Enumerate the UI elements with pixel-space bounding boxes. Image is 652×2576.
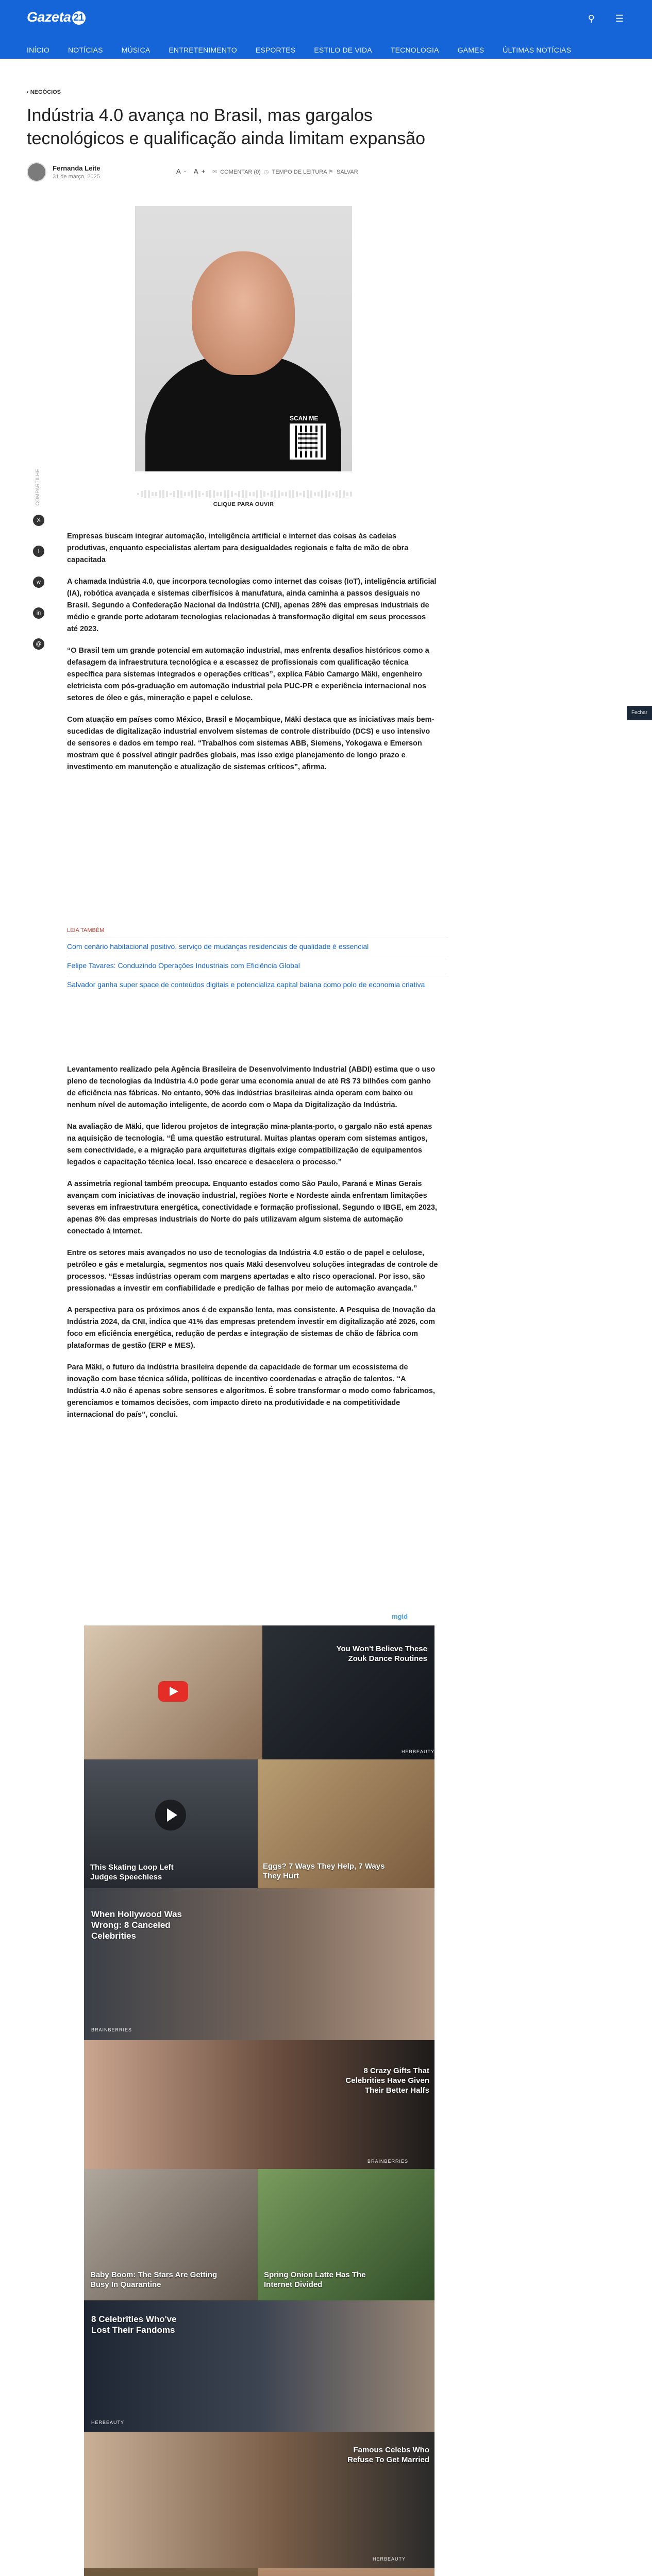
- ad-tile[interactable]: [84, 2169, 258, 2300]
- waveform-bar: [180, 490, 182, 498]
- waveform-bar: [296, 492, 298, 497]
- author-avatar[interactable]: [27, 162, 46, 182]
- article-paragraph: Na avaliação de Mäki, que liderou projetos de integração mina-planta-porto, o gargalo não está apenas na aquisição de tecnologia. “É uma questão estrutural. Muitas plantas operam com sistemas antigos, sem conectividade, e a migração para arquiteturas digitais exige compatibilização de equipamentos legados e capacitação técnica local. Isso encarece e desacelera o processo.”: [67, 1123, 432, 1166]
- author-name[interactable]: Fernanda Leite: [53, 164, 101, 172]
- waveform-bar: [195, 490, 197, 498]
- waveform-bar: [307, 490, 309, 498]
- x-share-icon[interactable]: X: [33, 515, 44, 526]
- waveform-bar: [281, 492, 283, 496]
- waveform-bar: [271, 491, 273, 497]
- waveform-bar: [159, 490, 161, 498]
- linkedin-share-icon[interactable]: in: [33, 607, 44, 619]
- audio-play-label[interactable]: CLIQUE PARA OUVIR: [213, 501, 274, 507]
- bookmark-icon: ⚑: [328, 169, 333, 175]
- waveform-bar: [260, 490, 262, 498]
- search-icon[interactable]: ⚲: [588, 13, 595, 24]
- ad-caption: This Skating Loop Left Judges Speechless: [90, 1863, 174, 1882]
- article-paragraph: Para Mäki, o futuro da indústria brasileira depende da capacidade de formar um ecossistema de inovação com base técnica sólida, políticas de incentivo coordenadas e atração de talentos. “A Indústria 4.0 não é apenas sobre sensores e algoritmos. É sobre transformar o modo como fabricamos, gerenciamos e tomamos decisões, com impacto direto na produtividade e na competitividade internacional do país”, conclui.: [67, 1363, 435, 1419]
- ad-caption: Famous Celebs Who Refuse To Get Married: [347, 2446, 429, 2464]
- article-paragraph: A assimetria regional também preocupa. Enquanto estados como São Paulo, Paraná e Minas Gerais avançam com iniciativas de inovação industrial, regiões Norte e Nordeste ainda enfrentam limitações severas em infraestrutura energética, conectividade e formação profissional. Segundo o IBGE, em 2023, apenas 8% das empresas industriais do Norte do país utilizavam algum sistema de automação conectado à internet.: [67, 1180, 438, 1235]
- ad-source: BRAINBERRIES: [367, 2159, 409, 2164]
- waveform-bar: [253, 492, 255, 497]
- related-link[interactable]: Salvador ganha super space de conteúdos digitais e potencializa capital baiana como polo de economia criativa: [67, 976, 448, 995]
- site-logo[interactable]: Gazeta 21: [27, 9, 86, 25]
- nav-item-entretenimento[interactable]: ENTRETENIMENTO: [169, 46, 237, 54]
- article-paragraph: Levantamento realizado pela Agência Brasileira de Desenvolvimento Industrial (ABDI) estima que o uso pleno de tecnologias da Indústria 4.0 pode gerar uma economia anual de até R$ 73 bilhões com ganho de eficiência nas fábricas. No entanto, 90% das indústrias brasileiras ainda operam com baixo ou nenhum nível de automação inteligente, de acordo com o Mapa da Digitalização da Indústria.: [67, 1065, 436, 1109]
- related-links: [67, 927, 448, 995]
- share-label: COMPARTILHE: [35, 469, 41, 506]
- hamburger-menu-icon[interactable]: ☰: [615, 13, 624, 24]
- waveform-bar: [216, 492, 219, 496]
- waveform-bar: [343, 490, 345, 498]
- waveform-bar: [332, 493, 334, 495]
- ad-tile[interactable]: [84, 1888, 434, 2040]
- waveform-bar: [350, 492, 352, 496]
- waveform-bar: [278, 490, 280, 498]
- article-meta: [27, 162, 449, 183]
- waveform-bar: [263, 491, 265, 497]
- hero-image: [135, 206, 352, 471]
- waveform-bar: [209, 490, 211, 498]
- related-header: LEIA TAMBÉM: [67, 927, 105, 934]
- waveform-bar: [238, 491, 240, 497]
- waveform-bar: [346, 493, 348, 496]
- waveform-bar: [188, 492, 190, 496]
- waveform-bar: [249, 492, 251, 496]
- ad-tile[interactable]: [258, 1759, 434, 1888]
- ad-caption: You Won't Believe These Zouk Dance Routines: [336, 1645, 427, 1663]
- video-play-icon: [155, 1800, 186, 1831]
- ad-caption: Eggs? 7 Ways They Help, 7 Ways They Hurt: [263, 1862, 385, 1880]
- qr-scan-label: SCAN ME: [290, 415, 319, 422]
- waveform-bar: [141, 491, 143, 497]
- nav-item-noticias[interactable]: NOTÍCIAS: [68, 46, 103, 54]
- article-paragraph: A chamada Indústria 4.0, que incorpora tecnologias como internet das coisas (IoT), inteligência artificial (IA), robótica avançada e sistemas ciberfísicos à manufatura, ainda caminha a passos desiguais no Brasil. Segundo a Confederação Nacional da Indústria (CNI), apenas 28% das empresas industriais de médio e grande porte adotaram tecnologias relacionadas à transformação digital em seus processos até 2023.: [67, 578, 437, 633]
- audio-waveform-icon: [135, 489, 352, 499]
- waveform-bar: [256, 490, 258, 498]
- article-paragraph: A perspectiva para os próximos anos é de expansão lenta, mas consistente. A Pesquisa de Inovação da Indústria 2024, da CNI, indica que 41% das empresas pretendem investir em digitalização até 2026, com foco em eficiência energética, redução de perdas e integração de sistemas de chão de fábrica com plataformas de gestão (ERP e MES).: [67, 1306, 436, 1350]
- article-lede: Empresas buscam integrar automação, inteligência artificial e internet das coisas às cadeias produtivas, enquanto especialistas alertam para desigualdades regionais e falta de mão de obra capacitada: [67, 532, 409, 564]
- article-body-bottom: [67, 1064, 438, 1431]
- audio-player[interactable]: [135, 489, 352, 510]
- ad-source: HERBEAUTY: [373, 2556, 406, 2562]
- ad-tile[interactable]: [84, 1759, 258, 1888]
- read-time: ◷ TEMPO DE LEITURA: [264, 169, 327, 175]
- main-nav: [0, 41, 652, 59]
- ad-tile[interactable]: [258, 2568, 434, 2576]
- waveform-bar: [310, 490, 312, 498]
- side-close-tab[interactable]: Fechar: [627, 706, 652, 720]
- waveform-bar: [231, 491, 233, 497]
- waveform-bar: [242, 490, 244, 498]
- waveform-bar: [220, 492, 222, 497]
- waveform-bar: [166, 491, 168, 497]
- waveform-bar: [144, 490, 146, 498]
- related-link[interactable]: Felipe Tavares: Conduzindo Operações Industriais com Eficiência Global: [67, 957, 448, 976]
- breadcrumb[interactable]: ‹ NEGÓCIOS: [27, 89, 61, 95]
- ad-caption: 8 Crazy Gifts That Celebrities Have Given Their Better Halfs: [345, 2066, 429, 2095]
- qr-code-icon: [290, 423, 326, 460]
- waveform-bar: [155, 492, 157, 496]
- waveform-bar: [213, 490, 215, 498]
- waveform-bar: [177, 490, 179, 498]
- waveform-bar: [137, 493, 139, 495]
- waveform-bar: [152, 492, 154, 496]
- share-bar: [31, 469, 46, 669]
- nav-item-esportes[interactable]: ESPORTES: [255, 46, 296, 54]
- waveform-bar: [184, 492, 186, 496]
- video-play-icon: [158, 1681, 188, 1702]
- nav-item-estilo-de-vida[interactable]: ESTILO DE VIDA: [314, 46, 372, 54]
- ad-tile[interactable]: [84, 2568, 258, 2576]
- ad-caption: Spring Onion Latte Has The Internet Divided: [264, 2270, 366, 2289]
- waveform-bar: [328, 492, 330, 497]
- article-title: Indústria 4.0 avança no Brasil, mas gargalos tecnológicos e qualificação ainda limitam expansão: [27, 106, 426, 148]
- ad-tile[interactable]: [258, 2169, 434, 2300]
- waveform-bar: [289, 490, 291, 498]
- waveform-bar: [339, 490, 341, 498]
- waveform-bar: [173, 491, 175, 497]
- clock-icon: ◷: [264, 169, 269, 175]
- waveform-bar: [292, 490, 294, 498]
- article-paragraph: “O Brasil tem um grande potencial em automação industrial, mas enfrenta desafios históricos como a defasagem da infraestrutura tecnológica e a escassez de profissionais com qualificação técnica específica para sistemas integrados e operações críticas”, explica Fábio Camargo Mäki, engenheiro eletricista com pós-graduação em automação industrial pela PUC-PR e experiência internacional nos setores de óleo e gás, mineração e papel e celulose.: [67, 647, 429, 702]
- waveform-bar: [227, 490, 229, 498]
- nav-item-games[interactable]: GAMES: [457, 46, 484, 54]
- waveform-bar: [274, 490, 276, 498]
- save-button[interactable]: ⚑ SALVAR: [328, 169, 358, 175]
- facebook-share-icon[interactable]: f: [33, 546, 44, 557]
- waveform-bar: [148, 490, 150, 498]
- waveform-bar: [321, 490, 323, 498]
- ad-source: BRAINBERRIES: [91, 2027, 132, 2032]
- related-link[interactable]: Com cenário habitacional positivo, serviço de mudanças residenciais de qualidade é essencial: [67, 938, 448, 957]
- waveform-bar: [206, 491, 208, 497]
- waveform-bar: [198, 491, 200, 497]
- waveform-bar: [303, 491, 305, 497]
- hero-person-head: [192, 251, 295, 375]
- waveform-bar: [162, 490, 164, 498]
- ad-tile[interactable]: [84, 2300, 434, 2432]
- ad-caption: 8 Celebrities Who've Lost Their Fandoms: [91, 2314, 177, 2335]
- waveform-bar: [317, 492, 320, 496]
- ad-tile[interactable]: [262, 1625, 434, 1759]
- article-paragraph: Com atuação em países como México, Brasil e Moçambique, Mäki destaca que as iniciativas mais bem-sucedidas de digitalização industrial envolvem sistemas de controle distribuído (DCS) e uso intensivo de sensores e dados em tempo real. “Trabalhos com sistemas ABB, Siemens, Yokogawa e Emerson mostram que é possível atingir padrões globais, mas isso exige planejamento de longo prazo e investimento em manutenção e atualização de sistemas críticos”, afirma.: [67, 716, 434, 771]
- comments-link[interactable]: ✉ COMENTAR (0): [212, 169, 261, 175]
- publish-date: 31 de março, 2025: [53, 174, 100, 180]
- waveform-bar: [336, 491, 338, 498]
- nav-item-ultimas-noticias[interactable]: ÚLTIMAS NOTÍCIAS: [503, 46, 572, 54]
- font-size-controls[interactable]: A- A+: [176, 167, 209, 175]
- waveform-bar: [170, 493, 172, 495]
- waveform-bar: [299, 493, 302, 495]
- nav-item-inicio[interactable]: INÍCIO: [27, 46, 49, 54]
- nav-item-musica[interactable]: MÚSICA: [121, 46, 151, 54]
- waveform-bar: [224, 490, 226, 498]
- nav-item-tecnologia[interactable]: TECNOLOGIA: [390, 46, 439, 54]
- ad-tile[interactable]: [84, 2040, 434, 2169]
- ad-source: HERBEAUTY: [91, 2420, 125, 2425]
- email-share-icon[interactable]: @: [33, 638, 44, 650]
- ad-caption: When Hollywood Was Wrong: 8 Canceled Celebrities: [91, 1909, 182, 1941]
- waveform-bar: [235, 493, 237, 496]
- whatsapp-share-icon[interactable]: w: [33, 577, 44, 588]
- article-body-top: [67, 531, 438, 783]
- waveform-bar: [202, 493, 204, 495]
- waveform-bar: [325, 490, 327, 498]
- waveform-bar: [245, 490, 247, 498]
- article-paragraph: Entre os setores mais avançados no uso de tecnologias da Indústria 4.0 estão o de papel e celulose, petróleo e gás e metalurgia, segmentos nos quais Mäki desenvolveu soluções integradas de controle de processos. “Essas indústrias operam com margens apertadas e alto risco operacional. Por isso, são pressionadas a investir em confiabilidade e predição de falhas por meio de automação avançada.”: [67, 1249, 438, 1293]
- waveform-bar: [191, 490, 193, 498]
- waveform-bar: [267, 493, 269, 496]
- waveform-bar: [314, 492, 316, 496]
- top-header: [0, 0, 652, 59]
- waveform-bar: [285, 492, 287, 497]
- ad-network-logo[interactable]: mgid: [392, 1613, 408, 1620]
- ad-source: HERBEAUTY: [402, 1749, 434, 1754]
- comment-icon: ✉: [212, 169, 218, 175]
- ad-tile[interactable]: [84, 2432, 434, 2568]
- ad-caption: Baby Boom: The Stars Are Getting Busy In Quarantine: [90, 2270, 218, 2289]
- ad-tile[interactable]: [84, 1625, 262, 1759]
